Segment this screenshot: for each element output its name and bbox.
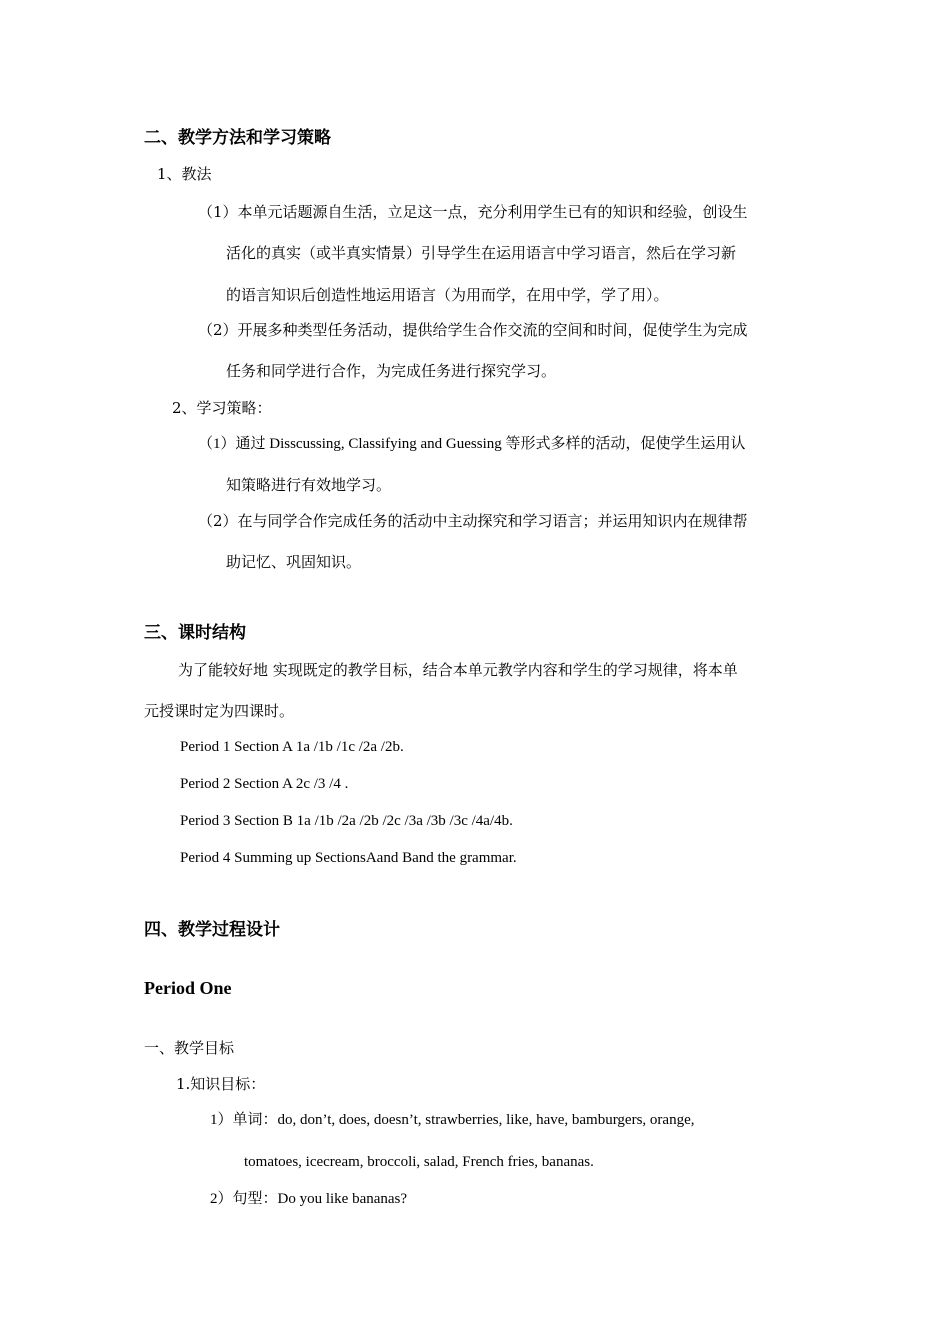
period-one-title: Period One	[144, 978, 232, 998]
section-heading-process: 四、教学过程设计	[144, 920, 280, 940]
period-item-4: Period 4 Summing up SectionsAand Band the grammar.	[180, 850, 517, 866]
learning-strategy-title: 2、学习策略：	[172, 399, 272, 417]
structure-intro-line-1: 为了能较好地 实现既定的教学目标，结合本单元教学内容和学生的学习规律，将本单	[178, 661, 738, 679]
period-item-3: Period 3 Section B 1a /1b /2a /2b /2c /3a /3b /3c /4a/4b.	[180, 813, 513, 829]
vocabulary-line-2: tomatoes, icecream, broccoli, salad, French fries, bananas.	[244, 1154, 594, 1170]
sentence-pattern: 2）句型：Do you like bananas?	[210, 1191, 408, 1207]
structure-intro-line-2: 元授课时定为四课时。	[144, 702, 295, 720]
learning-item-1-line-2: 知策略进行有效地学习。	[226, 476, 392, 494]
teaching-goals-title: 一、教学目标	[144, 1039, 235, 1057]
teaching-method-title: 1、教法	[157, 165, 212, 183]
learning-item-2-line-1: （2）在与同学合作完成任务的活动中主动探究和学习语言；并运用知识内在规律帮	[198, 512, 748, 530]
teaching-item-1-line-1: （1）本单元话题源自生活，立足这一点，充分利用学生已有的知识和经验，创设生	[198, 203, 748, 221]
teaching-item-1-line-3: 的语言知识后创造性地运用语言（为用而学，在用中学，学了用）。	[226, 286, 669, 304]
section-heading-structure: 三、课时结构	[144, 623, 246, 643]
teaching-item-1-line-2: 活化的真实（或半真实情景）引导学生在运用语言中学习语言，然后在学习新	[226, 244, 737, 262]
teaching-item-2-line-2: 任务和同学进行合作，为完成任务进行探究学习。	[226, 362, 557, 380]
section-heading-methods: 二、教学方法和学习策略	[144, 128, 331, 148]
learning-item-1-line-1: （1）通过 Disscussing, Classifying and Guessing 等形式多样的活动，促使学生运用认	[198, 436, 746, 452]
knowledge-goals-title: 1.知识目标：	[176, 1075, 266, 1093]
vocabulary-line-1: 1）单词：do, don’t, does, doesn’t, strawberries, like, have, bamburgers, orange,	[210, 1112, 695, 1128]
learning-item-2-line-2: 助记忆、巩固知识。	[226, 553, 362, 571]
teaching-item-2-line-1: （2）开展多种类型任务活动，提供给学生合作交流的空间和时间，促使学生为完成	[198, 321, 748, 339]
period-item-1: Period 1 Section A 1a /1b /1c /2a /2b.	[180, 739, 404, 755]
period-item-2: Period 2 Section A 2c /3 /4 .	[180, 776, 349, 792]
